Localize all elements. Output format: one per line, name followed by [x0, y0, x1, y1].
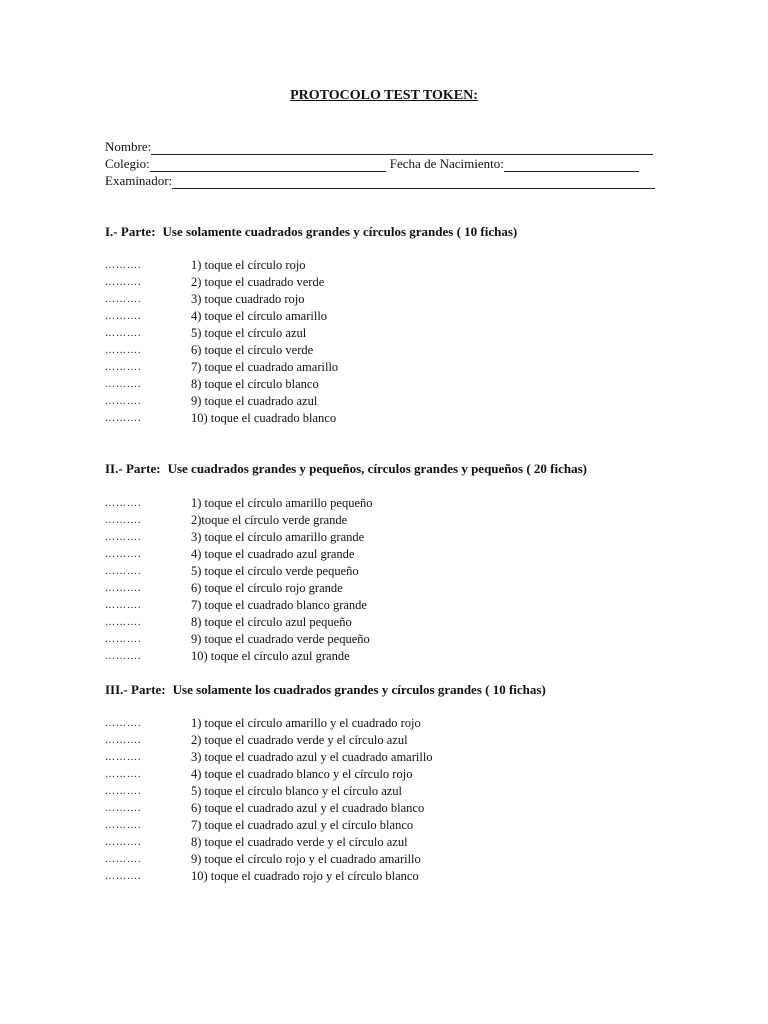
page-title: PROTOCOLO TEST TOKEN:: [290, 88, 478, 103]
nombre-field[interactable]: [151, 140, 653, 155]
section-2-heading: [105, 461, 587, 477]
nombre-label: Nombre:: [105, 139, 152, 154]
fecha-nacimiento-label: Fecha de Nacimiento:: [389, 156, 504, 171]
section-1-title: I.- Parte:: [105, 224, 156, 239]
section-1-description: Use solamente cuadrados grandes y círculos grandes ( 10 fichas): [162, 224, 518, 239]
section-3-heading: [105, 682, 546, 698]
section-2-description: Use cuadrados grandes y pequeños, círculos grandes y pequeños ( 20 fichas): [167, 461, 588, 476]
fecha-nacimiento-field[interactable]: [504, 157, 639, 172]
section-3-title: III.- Parte:: [105, 682, 166, 697]
colegio-label: Colegio:: [105, 156, 150, 171]
colegio-row: [105, 155, 639, 172]
section-3-description: Use solamente los cuadrados grandes y círculos grandes ( 10 fichas): [172, 682, 546, 697]
examinador-field[interactable]: [172, 174, 655, 189]
section-1-heading: [105, 224, 517, 240]
section-2-title: II.- Parte:: [105, 461, 161, 476]
colegio-field[interactable]: [150, 157, 386, 172]
examinador-row: [105, 172, 655, 189]
nombre-row: [105, 138, 653, 155]
examinador-label: Examinador:: [105, 173, 173, 188]
